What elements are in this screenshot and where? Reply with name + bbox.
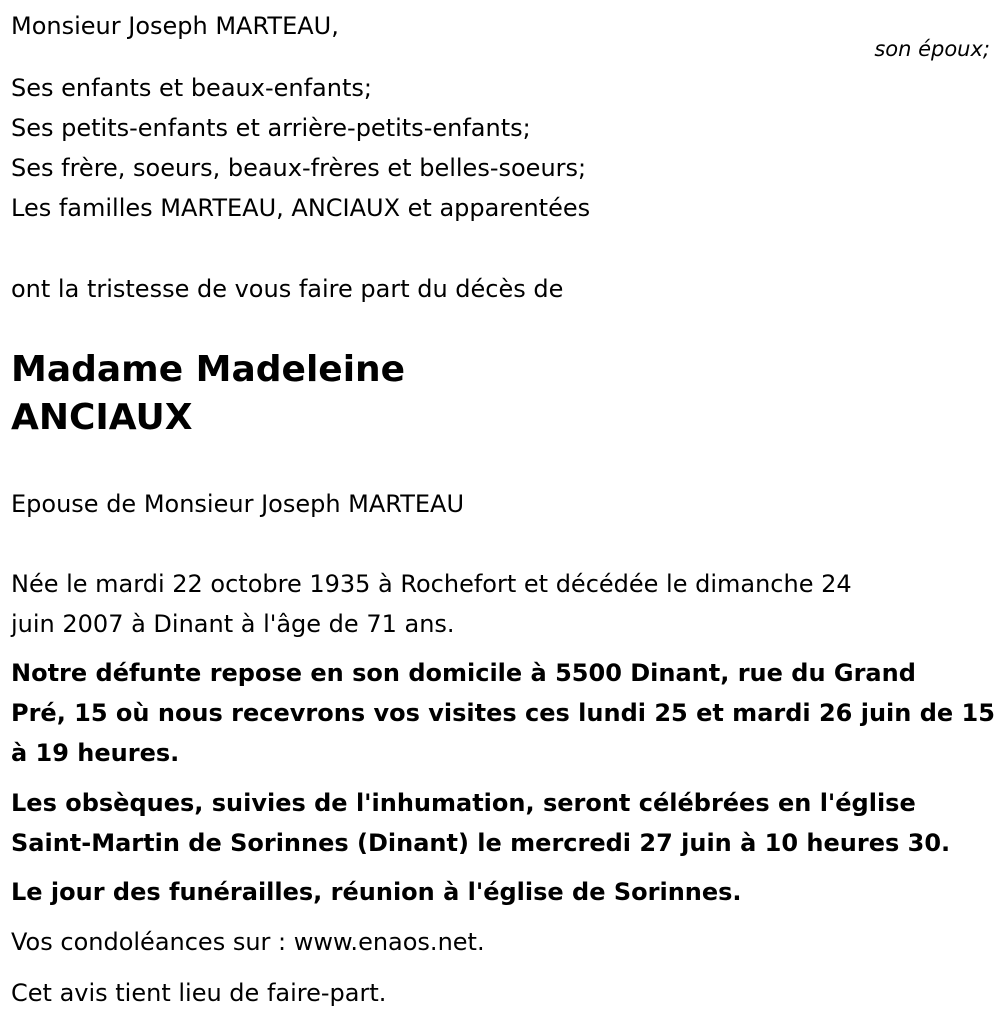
husband-line: Monsieur Joseph MARTEAU, <box>11 12 339 40</box>
visitation-line-1: Notre défunte repose en son domicile à 5500 Dinant, rue du Grand <box>11 659 916 687</box>
family-line-siblings: Ses frère, soeurs, beaux-frères et belles-soeurs; <box>11 154 587 182</box>
funeral-line-2: Saint-Martin de Sorinnes (Dinant) le mercredi 27 juin à 10 heures 30. <box>11 829 951 857</box>
birth-death-line-1: Née le mardi 22 octobre 1935 à Rochefort et décédée le dimanche 24 <box>11 570 852 598</box>
condolences-text: Vos condoléances sur : www.enaos.net. <box>11 928 485 956</box>
deceased-spouse: Epouse de Monsieur Joseph MARTEAU <box>11 490 465 518</box>
visitation-line-3: à 19 heures. <box>11 739 180 767</box>
funeral-meeting: Le jour des funérailles, réunion à l'église de Sorinnes. <box>11 878 742 906</box>
family-line-children: Ses enfants et beaux-enfants; <box>11 74 372 102</box>
notice-text: Cet avis tient lieu de faire-part. <box>11 979 387 1007</box>
family-line-families: Les familles MARTEAU, ANCIAUX et apparentées <box>11 194 591 222</box>
deceased-name-first: Madame Madeleine <box>11 349 406 390</box>
funeral-line-1: Les obsèques, suivies de l'inhumation, seront célébrées en l'église <box>11 789 916 817</box>
visitation-line-2: Pré, 15 où nous recevrons vos visites ces lundi 25 et mardi 26 juin de 15 <box>11 699 995 727</box>
announcement-text: ont la tristesse de vous faire part du décès de <box>11 275 564 303</box>
husband-role: son époux; <box>874 37 990 61</box>
deceased-name-last: ANCIAUX <box>11 397 193 438</box>
birth-death-line-2: juin 2007 à Dinant à l'âge de 71 ans. <box>11 610 455 638</box>
family-line-grandchildren: Ses petits-enfants et arrière-petits-enfants; <box>11 114 531 142</box>
